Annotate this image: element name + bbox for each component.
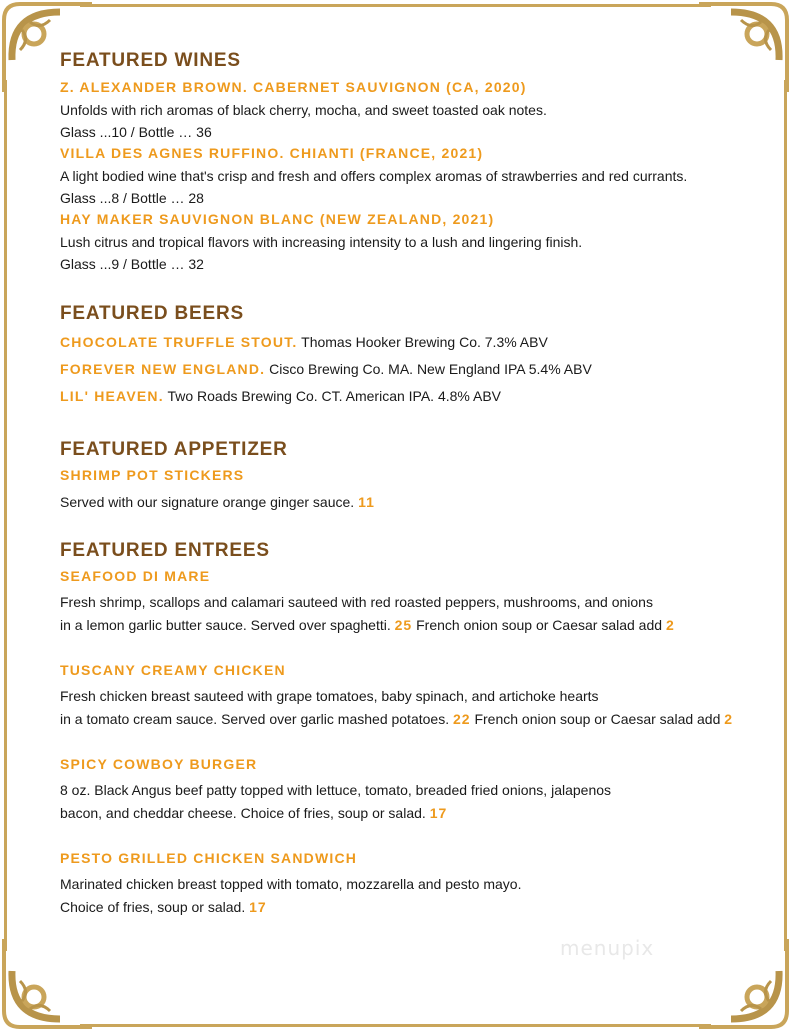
entree-price: 17 [429,805,448,821]
wine-name: Z. ALEXANDER BROWN. CABERNET SAUVIGNON (CA, 2020) [60,79,527,95]
entree-price: 17 [249,899,267,915]
entree-price: 22 [452,711,471,727]
entree-desc-line2 [60,708,788,731]
entree-desc-line1: Marinated chicken breast topped with tomato, mozzarella and pesto mayo. [60,876,522,892]
entree-desc-line1: 8 oz. Black Angus beef patty topped with lettuce, tomato, breaded fried onions, jalapenos [60,782,612,798]
wine-desc: A light bodied wine that's crisp and fresh and offers complex aromas of strawberries and red currants. [60,168,688,184]
section-title-wines: FEATURED WINES [60,50,241,71]
entree-desc-line2 [60,802,788,825]
entree-item [60,754,788,825]
beer-desc: Cisco Brewing Co. MA. New England IPA 5.4% ABV [269,361,592,377]
appetizer-price: 11 [358,494,375,510]
wines-section [60,48,788,275]
section-title-entrees: FEATURED ENTREES [60,540,270,561]
beer-name: LIL' HEAVEN. [60,388,164,404]
corner-ornament-icon [0,936,95,1031]
entree-name: TUSCANY CREAMY CHICKEN [60,662,286,678]
menu-content [60,48,788,919]
wine-desc: Lush citrus and tropical flavors with increasing intensity to a lush and lingering finish. [60,234,583,250]
entree-name: SPICY COWBOY BURGER [60,756,258,772]
entree-desc-text: in a tomato cream sauce. Served over garlic mashed potatoes. [60,711,450,727]
appetizer-section [60,437,788,514]
section-title-appetizer: FEATURED APPETIZER [60,439,288,460]
appetizer-name: SHRIMP POT STICKERS [60,467,245,483]
wine-price: Glass ...9 / Bottle … 32 [60,256,204,272]
entree-name: SEAFOOD DI MARE [60,568,211,584]
entree-name: PESTO GRILLED CHICKEN SANDWICH [60,850,358,866]
entree-item [60,566,788,637]
wine-name: HAY MAKER SAUVIGNON BLANC (NEW ZEALAND, 2021) [60,211,495,227]
section-title-beers: FEATURED BEERS [60,303,244,324]
appetizer-desc-text: Served with our signature orange ginger sauce. [60,494,355,510]
entree-desc-text: bacon, and cheddar cheese. Choice of fries, soup or salad. [60,805,426,821]
entree-addon-price: 2 [724,711,734,727]
entree-item [60,660,788,731]
beer-desc: Thomas Hooker Brewing Co. 7.3% ABV [301,334,548,350]
entree-addon: French onion soup or Caesar salad add [474,711,721,727]
wine-price: Glass ...10 / Bottle … 36 [60,124,212,140]
watermark: menupix [560,936,655,960]
appetizer-desc [60,491,788,514]
wine-desc: Unfolds with rich aromas of black cherry, mocha, and sweet toasted oak notes. [60,102,547,118]
border-left [4,80,7,951]
entree-addon: French onion soup or Caesar salad add [416,617,663,633]
beers-section [60,301,788,410]
wine-item [60,143,788,209]
entree-desc-line1: Fresh chicken breast sauteed with grape tomatoes, baby spinach, and artichoke hearts [60,688,599,704]
wine-item [60,209,788,275]
wine-name: VILLA DES AGNES RUFFINO. CHIANTI (FRANCE, 2021) [60,145,484,161]
entree-addon-price: 2 [665,617,675,633]
beer-name: CHOCOLATE TRUFFLE STOUT. [60,334,298,350]
entrees-section [60,538,788,919]
wine-item [60,77,788,143]
beer-desc: Two Roads Brewing Co. CT. American IPA. 4.8% ABV [167,388,502,404]
entree-item [60,848,788,919]
entree-price: 25 [394,617,413,633]
wine-price: Glass ...8 / Bottle … 28 [60,190,204,206]
beer-name: FOREVER NEW ENGLAND. [60,361,266,377]
entree-desc-text: in a lemon garlic butter sauce. Served over spaghetti. [60,617,391,633]
border-bottom [80,1024,711,1027]
entree-desc-line2 [60,896,788,919]
entree-desc-line2 [60,614,788,637]
entree-desc-text: Choice of fries, soup or salad. [60,899,246,915]
beer-item [60,356,788,383]
corner-ornament-icon [696,936,791,1031]
border-top [80,4,711,7]
beer-item [60,383,788,410]
entree-desc-line1: Fresh shrimp, scallops and calamari sauteed with red roasted peppers, mushrooms, and onions [60,594,653,610]
beer-item [60,329,788,356]
